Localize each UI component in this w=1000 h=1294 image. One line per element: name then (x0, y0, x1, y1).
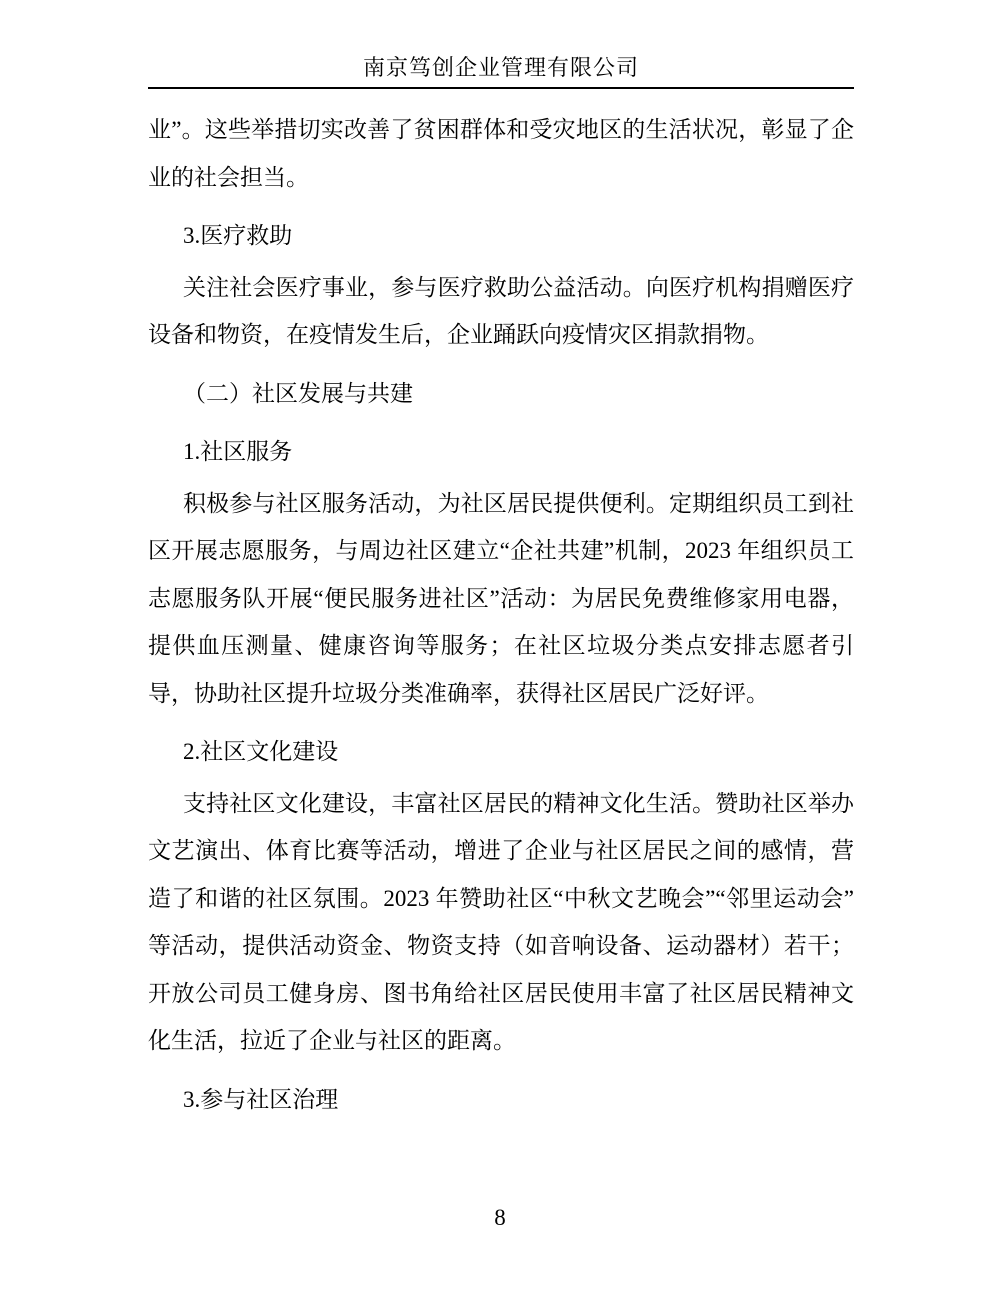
page-number: 8 (494, 1205, 506, 1230)
paragraph-medical-aid: 关注社会医疗事业，参与医疗救助公益活动。向医疗机构捐赠医疗设备和物资，在疫情发生后，企业踊跃向疫情灾区捐款捐物。 (148, 274, 854, 347)
document-body (148, 106, 854, 1127)
section-heading-community-governance: 3.参与社区治理 (183, 1086, 339, 1112)
paragraph-community-service: 积极参与社区服务活动，为社区居民提供便利。定期组织员工到社区开展志愿服务，与周边社区建立“企社共建”机制，2023 年组织员工志愿服务队开展“便民服务进社区”活动：为居民免费维修家用电器，提供血压测量、健康咨询等服务；在社区垃圾分类点安排志愿者引导，协助社区提升垃圾分类准确率，获得社区居民广泛好评。 (148, 490, 854, 706)
section-heading-community-service: 1.社区服务 (183, 439, 293, 464)
header-company-name: 南京笃创企业管理有限公司 (362, 55, 639, 80)
section-heading-medical-aid: 3.医疗救助 (183, 223, 293, 248)
section-heading-community-development: （二）社区发展与共建 (183, 380, 413, 406)
header-rule (148, 87, 854, 89)
section-heading-community-culture: 2.社区文化建设 (183, 739, 339, 764)
paragraph-community-culture: 支持社区文化建设，丰富社区居民的精神文化生活。赞助社区举办文艺演出、体育比赛等活动，增进了企业与社区居民之间的感情，营造了和谐的社区氛围。2023 年赞助社区“中秋文艺晚会”“邻里运动会”等活动，提供活动资金、物资支持（如音响设备、运动器材）若干；开放公司员工健身房、图书角给社区居民使用丰富了社区居民精神文化生活，拉近了企业与社区的距离。 (148, 790, 854, 1053)
paragraph-continuation: 业”。这些举措切实改善了贫困群体和受灾地区的生活状况，彰显了企业的社会担当。 (148, 117, 854, 190)
